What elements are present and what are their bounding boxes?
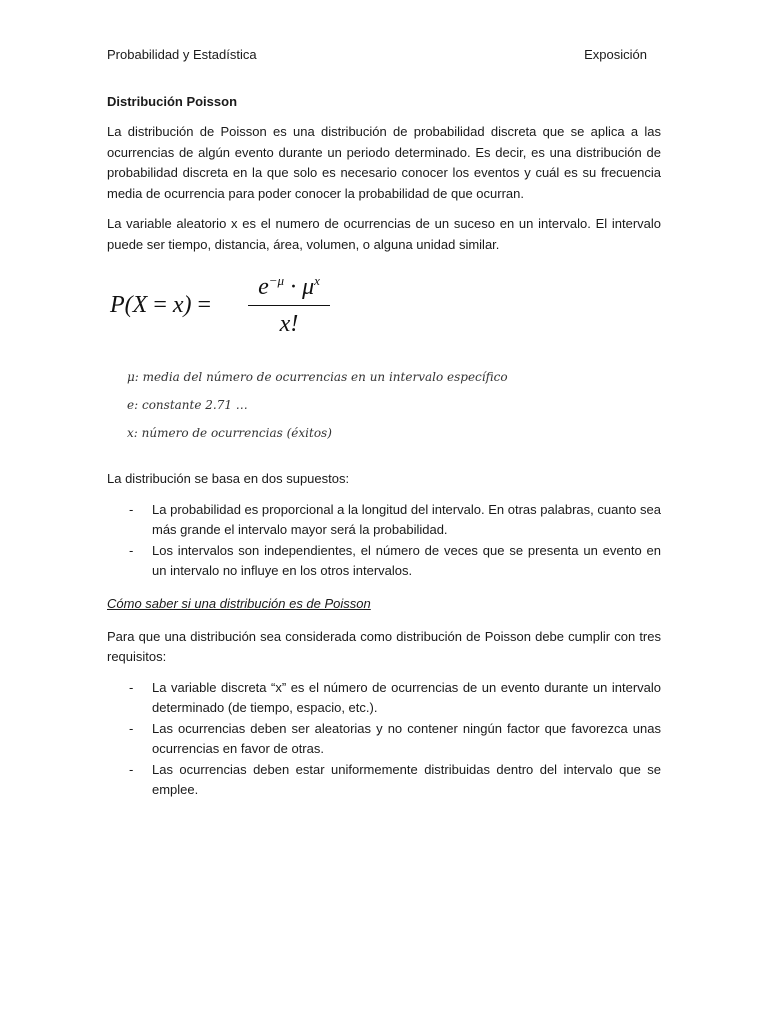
page-header [107, 47, 661, 67]
assumptions-intro: La distribución se basa en dos supuestos: [107, 471, 350, 486]
section-title: Distribución Poisson [107, 94, 238, 109]
poisson-formula [110, 273, 661, 343]
list-item: - Las ocurrencias deben ser aleatorias y no contener ningún factor que favorezca unas ocurrencias en favor de otras. [129, 720, 661, 756]
list-item: - Los intervalos son independientes, el número de veces que se presenta un evento en un intervalo no influye en los otros intervalos. [129, 542, 661, 578]
legend-item-x: x: número de ocurrencias (éxitos) [127, 426, 332, 440]
legend-item-e: e: constante 2.71 … [127, 398, 248, 412]
fraction-bar [248, 305, 330, 306]
list-item: - Las ocurrencias deben estar uniformemente distribuidas dentro del intervalo que se emplee. [129, 761, 661, 797]
list-item: - La probabilidad es proporcional a la longitud del intervalo. En otras palabras, cuanto sea más grande el intervalo mayor será la probabilidad. [129, 501, 661, 537]
header-course: Probabilidad y Estadística [107, 47, 257, 62]
requirements-list [107, 678, 661, 801]
formula-lhs: P(X = x) = [110, 292, 212, 318]
formula-fraction [248, 265, 330, 339]
requirements-intro: Para que una distribución sea considerada como distribución de Poisson debe cumplir con tres requisitos: [107, 628, 661, 664]
list-item: - La variable discreta “x” es el número de ocurrencias de un evento durante un intervalo determinado (de tiempo, espacio, etc.). [129, 679, 661, 715]
section-subtitle: Cómo saber si una distribución es de Poisson [107, 595, 371, 611]
legend-item-mu: μ: media del número de ocurrencias en un intervalo específico [127, 370, 508, 384]
document-body [107, 92, 661, 813]
assumptions-list [107, 500, 661, 582]
variable-paragraph: La variable aleatorio x es el numero de ocurrencias de un suceso en un intervalo. El intervalo puede ser tiempo, distancia, área, volumen, o alguna unidad similar. [107, 216, 661, 252]
intro-paragraph: La distribución de Poisson es una distribución de probabilidad discreta que se aplica a las ocurrencias de algún evento durante un periodo determinado. Es decir, es una distribución de probabilidad discreta en la que solo es necesario conocer los eventos y cuál es su frecuencia media de ocurrencia para poder conocer la probabilidad de que ocurran. [107, 124, 661, 201]
header-type: Exposición [584, 47, 647, 62]
symbol-legend [127, 363, 661, 447]
formula-denominator: x! [279, 311, 299, 337]
formula-numerator: $e^{-\mu} \cdot \mu^x$ [258, 273, 320, 300]
